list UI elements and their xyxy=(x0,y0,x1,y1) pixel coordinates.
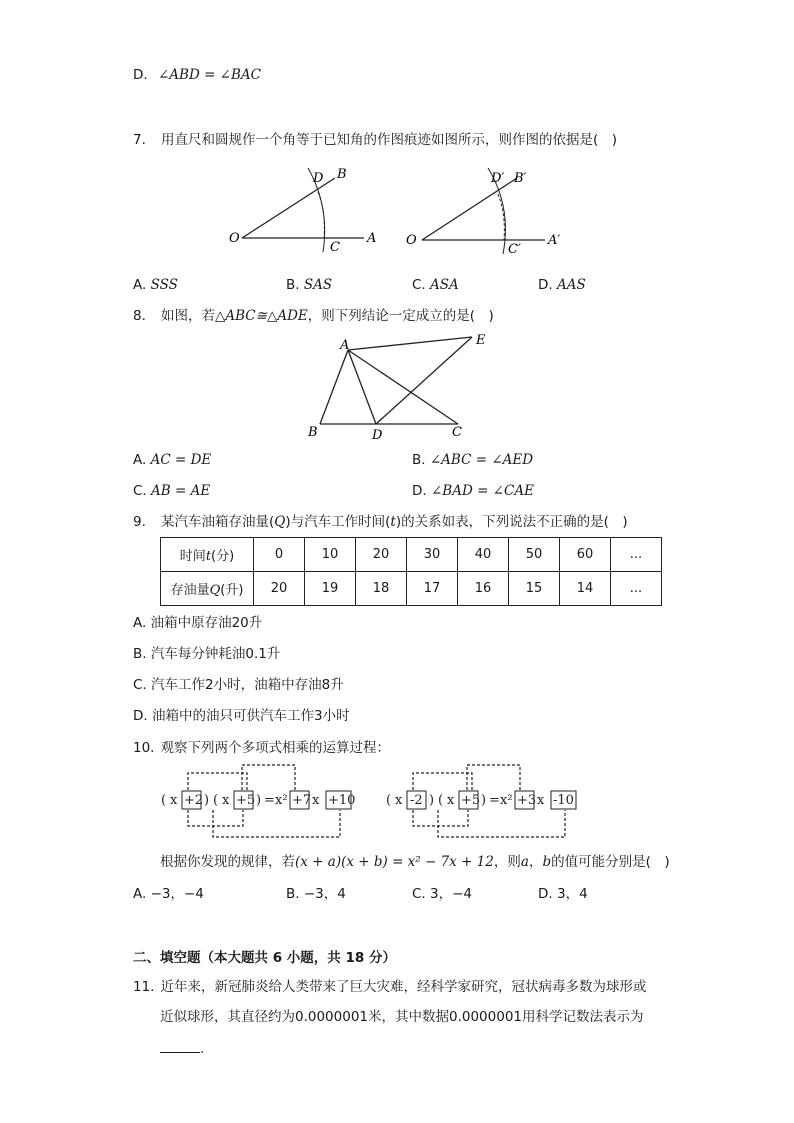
question-text: 如图，若 xyxy=(161,308,215,324)
question-text: ，则 xyxy=(493,854,521,870)
table-row xyxy=(161,572,662,606)
point-label-C: C xyxy=(452,425,462,440)
table-cell: 0 xyxy=(254,538,305,572)
table-cell: ... xyxy=(611,538,662,572)
var-x: x xyxy=(222,793,230,808)
option-value: −3，−4 xyxy=(150,886,204,902)
question-number: 9. xyxy=(133,514,146,530)
header-text: (分) xyxy=(211,549,235,564)
option-value: 汽车工作2小时，油箱中存油8升 xyxy=(151,677,344,693)
option-letter: A. xyxy=(133,886,147,902)
option-value: 汽车每分钟耗油0.1升 xyxy=(150,646,281,662)
q8-option-c[interactable] xyxy=(133,482,210,500)
option-letter: B. xyxy=(286,277,300,293)
paren-close: ) xyxy=(204,793,210,808)
q10-stem xyxy=(133,739,390,757)
option-letter: B. xyxy=(133,646,147,662)
option-letter: D. xyxy=(133,708,148,724)
q9-option-b[interactable] xyxy=(133,645,280,663)
question-text: 用直尺和圆规作一个角等于已知角的作图痕迹如图所示，则作图的依据是( ) xyxy=(161,132,618,148)
table-cell: 20 xyxy=(356,538,407,572)
table-row xyxy=(161,538,662,572)
paren-close: ) xyxy=(256,793,262,808)
option-letter: D. xyxy=(133,67,148,83)
point-label-O: O xyxy=(229,231,240,246)
q10-option-a[interactable] xyxy=(133,885,204,903)
q7-figure-left xyxy=(229,167,376,255)
option-value: 油箱中的油只可供汽车工作3小时 xyxy=(151,708,350,724)
table-cell: 30 xyxy=(407,538,458,572)
q7-figure-right xyxy=(406,168,560,257)
q9-option-a[interactable] xyxy=(133,614,262,632)
q10-option-c[interactable] xyxy=(412,885,472,903)
point-label-B: B xyxy=(308,425,318,440)
option-value: ∠BAD = ∠CAE xyxy=(430,483,534,499)
var-x2: x² xyxy=(275,793,288,808)
option-value: ∠ABD = ∠BAC xyxy=(157,67,261,83)
option-value: −3，4 xyxy=(303,886,346,902)
option-letter: D. xyxy=(538,886,553,902)
question-text: 近年来，新冠肺炎给人类带来了巨大灾难，经科学家研究，冠状病毒多数为球形或 xyxy=(160,979,647,995)
header-text: 时间 xyxy=(179,549,206,564)
q7-stem xyxy=(133,131,617,149)
table-cell: 20 xyxy=(254,572,305,606)
q7-option-c[interactable] xyxy=(412,276,459,294)
table-header-cell xyxy=(161,538,254,572)
paren-open: ( xyxy=(386,793,392,808)
question-text: 某汽车油箱存油量( xyxy=(161,514,275,530)
point-label-B-prime: B′ xyxy=(514,171,527,186)
question-text: 的值可能分别是( ) xyxy=(551,854,670,870)
question-text: )与汽车工作时间( xyxy=(285,514,391,530)
point-label-A: A xyxy=(367,231,377,246)
question-text: ，则下列结论一定成立的是( ) xyxy=(307,308,494,324)
option-value: SSS xyxy=(150,277,178,293)
question-text: 根据你发现的规律，若 xyxy=(160,854,295,870)
question-text: )的关系如表，下列说法不正确的是( ) xyxy=(395,514,628,530)
option-letter: A. xyxy=(133,452,147,468)
equals-sign: = xyxy=(489,793,500,808)
question-text: ， xyxy=(528,854,543,870)
paren-open: ( xyxy=(161,793,167,808)
var-x: x xyxy=(170,793,178,808)
question-number: 8. xyxy=(133,308,146,324)
point-label-D-prime: D′ xyxy=(491,171,505,186)
question-text: 观察下列两个多项式相乘的运算过程： xyxy=(160,740,390,756)
question-math: a xyxy=(520,854,529,870)
option-letter: A. xyxy=(133,277,147,293)
var-x: x xyxy=(312,793,320,808)
option-letter: A. xyxy=(133,615,147,631)
q8-option-b[interactable] xyxy=(412,451,533,469)
q11-stem-line1 xyxy=(133,978,646,996)
table-cell: 17 xyxy=(407,572,458,606)
option-value: AAS xyxy=(556,277,586,293)
option-letter: C. xyxy=(412,886,426,902)
header-var: t xyxy=(205,549,212,564)
option-value: 3，−4 xyxy=(430,886,473,902)
q8-figure xyxy=(300,330,500,442)
table-cell: 50 xyxy=(509,538,560,572)
var-x: x xyxy=(395,793,403,808)
box-b: +5 xyxy=(236,793,256,808)
point-label-C: C xyxy=(330,240,340,255)
paren-close: ) xyxy=(429,793,435,808)
option-letter: C. xyxy=(133,483,147,499)
table-cell: 16 xyxy=(458,572,509,606)
var-x2: x² xyxy=(500,793,513,808)
table-cell: 18 xyxy=(356,572,407,606)
box-last: -10 xyxy=(553,793,574,808)
period: . xyxy=(200,1041,205,1057)
paren-open: ( xyxy=(213,793,219,808)
option-letter: B. xyxy=(412,452,426,468)
table-cell: 40 xyxy=(458,538,509,572)
question-math: △ABC≅△ADE xyxy=(215,308,308,324)
question-number: 10. xyxy=(133,740,155,756)
table-cell: 19 xyxy=(305,572,356,606)
q10-equation-1 xyxy=(161,765,355,837)
option-value: AB = AE xyxy=(151,483,211,499)
point-label-A: A xyxy=(340,338,350,353)
q10-diagram xyxy=(150,760,590,842)
option-letter: C. xyxy=(133,677,147,693)
question-math: Q xyxy=(274,514,286,530)
question-math: t xyxy=(390,514,396,530)
table-cell: 10 xyxy=(305,538,356,572)
var-x: x xyxy=(447,793,455,808)
option-value: 3，4 xyxy=(556,886,588,902)
equals-sign: = xyxy=(264,793,275,808)
option-value: AC = DE xyxy=(150,452,212,468)
header-text: (升) xyxy=(220,583,244,598)
section-title: 二、填空题（本大题共 6 小题，共 18 分） xyxy=(133,950,396,966)
question-math: b xyxy=(542,854,552,870)
table-header-cell xyxy=(161,572,254,606)
question-math: (x + a)(x + b) = x² − 7x + 12 xyxy=(295,854,494,870)
box-a: -2 xyxy=(410,793,423,808)
q6-option-d xyxy=(133,66,261,84)
box-mid: +3 xyxy=(517,793,537,808)
header-text: 存油量 xyxy=(170,583,210,598)
q9-option-d[interactable] xyxy=(133,707,350,725)
option-value: 油箱中原存油20升 xyxy=(150,615,263,631)
q10-rule xyxy=(160,853,670,871)
table-cell: 15 xyxy=(509,572,560,606)
point-label-A-prime: A′ xyxy=(548,233,561,248)
point-label-C-prime: C′ xyxy=(508,242,521,257)
point-label-B: B xyxy=(337,167,347,182)
q10-option-b[interactable] xyxy=(286,885,346,903)
q10-option-d[interactable] xyxy=(538,885,588,903)
question-number: 11. xyxy=(133,979,155,995)
q8-option-d[interactable] xyxy=(412,482,534,500)
point-label-D: D xyxy=(372,428,383,442)
var-x: x xyxy=(537,793,545,808)
point-label-D: D xyxy=(313,171,324,186)
q9-table xyxy=(160,537,662,606)
q7-option-a[interactable] xyxy=(133,276,178,294)
q8-stem xyxy=(133,307,494,325)
answer-blank[interactable] xyxy=(160,1038,200,1053)
q7-option-d[interactable] xyxy=(538,276,586,294)
option-letter: B. xyxy=(286,886,300,902)
table-cell: 60 xyxy=(560,538,611,572)
question-number: 7. xyxy=(133,132,146,148)
option-letter: D. xyxy=(412,483,427,499)
q7-figure xyxy=(220,162,580,257)
point-label-O: O xyxy=(406,233,417,248)
option-value: SAS xyxy=(303,277,333,293)
box-mid: +7 xyxy=(292,793,312,808)
header-var: Q xyxy=(209,583,221,598)
box-b: +5 xyxy=(461,793,481,808)
box-a: +2 xyxy=(184,793,204,808)
box-last: +10 xyxy=(328,793,356,808)
q11-answer-line xyxy=(160,1038,204,1058)
option-value: ∠ABC = ∠AED xyxy=(429,452,534,468)
option-letter: D. xyxy=(538,277,553,293)
paren-close: ) xyxy=(481,793,487,808)
option-letter: C. xyxy=(412,277,426,293)
q11-stem-line2: 近似球形，其直径约为0.0000001米，其中数据0.0000001用科学记数法表示为 xyxy=(160,1009,644,1025)
q9-option-c[interactable] xyxy=(133,676,344,694)
table-cell: ... xyxy=(611,572,662,606)
q7-option-b[interactable] xyxy=(286,276,332,294)
q10-equation-2 xyxy=(386,765,576,837)
point-label-E: E xyxy=(476,333,486,348)
option-value: ASA xyxy=(430,277,459,293)
paren-open: ( xyxy=(438,793,444,808)
q8-option-a[interactable] xyxy=(133,451,211,469)
q9-stem xyxy=(133,513,628,531)
table-cell: 14 xyxy=(560,572,611,606)
